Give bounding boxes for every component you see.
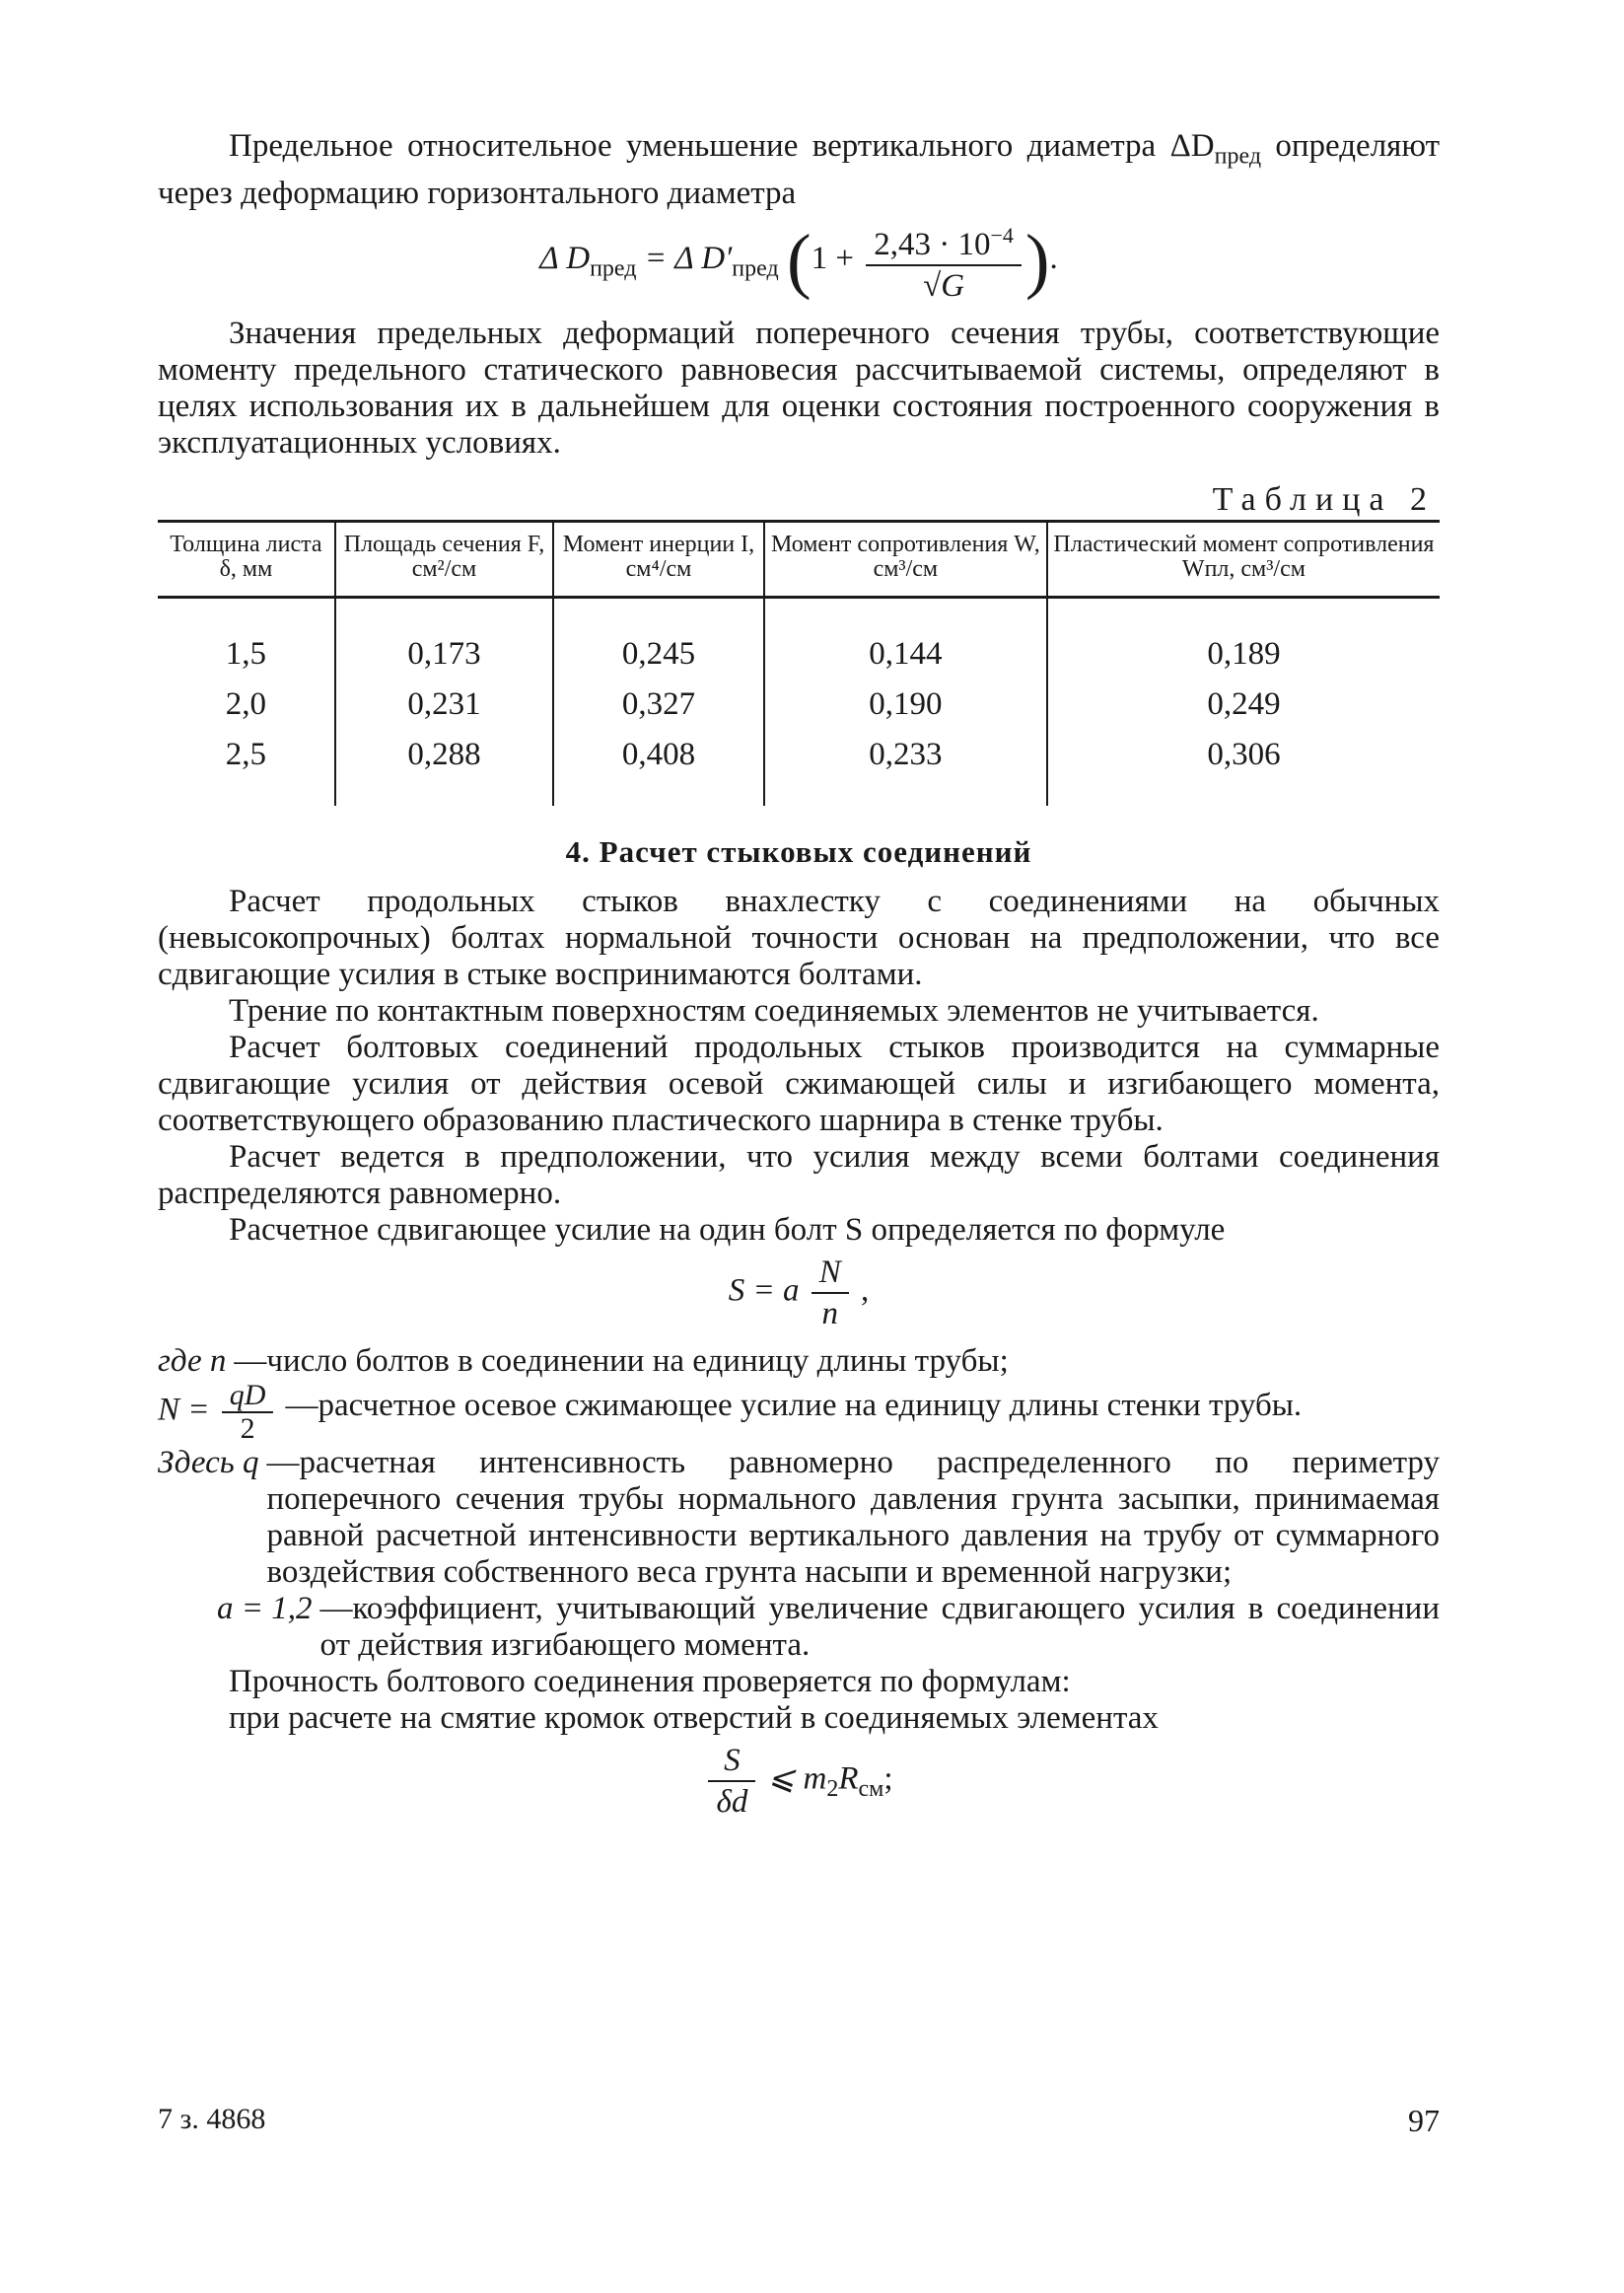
document-page	[158, 128, 1440, 1831]
page-number: 97	[1408, 2103, 1440, 2138]
table-header: Толщина листа δ, мм	[158, 521, 335, 597]
table-header: Площадь сечения F, см²/см	[335, 521, 553, 597]
fraction: $\frac{S}{\delta d}$	[708, 1741, 755, 1822]
paragraph-deformations: Значения предельных деформаций поперечного сечения трубы, соответствующие моменту предельного статического равновесия рассчитываемой системы, определяют в целях использования их в дальнейшем для оценки состояния построенного сооружения в эксплуатационных условиях.	[158, 315, 1440, 461]
table-header: Пластический момент сопротивления Wпл, см³/см	[1047, 521, 1440, 597]
formula-bearing: $\frac{S}{\delta d}$ ⩽ $m_2R_{см}$;	[158, 1741, 1440, 1822]
formula-shear: S = a $\frac{N}{n}$ ,	[728, 1254, 870, 1331]
paragraph-strength: Прочность болтового соединения проверяется по формулам:	[229, 1663, 1071, 1699]
paragraph-intro: Предельное относительное уменьшение вертикального диаметра $\Delta D_{пред}$ определяют через деформацию горизонтального диаметра	[158, 128, 1440, 211]
definition-N: N = $\frac{qD}{2}$ —расчетное осевое сжимающее усилие на единицу длины стенки трубы.	[158, 1378, 1303, 1445]
paragraph-friction: Трение по контактным поверхностям соединяемых элементов не учитывается.	[229, 992, 1319, 1029]
table-row: 1,5 0,173 0,245 0,144 0,189	[158, 597, 1440, 678]
paragraph-distribution: Расчет ведется в предположении, что усилия между всеми болтами соединения распределяются равномерно.	[158, 1138, 1440, 1211]
definition-a: a = 1,2 —коэффициент, учитывающий увеличение сдвигающего усилия в соединении от действия изгибающего момента.	[217, 1590, 1440, 1663]
table-header: Момент сопротивления W, см³/см	[764, 521, 1047, 597]
table-row: 2,5 0,288 0,408 0,233 0,306	[158, 728, 1440, 806]
definition-q: Здесь q —расчетная интенсивность равномерно распределенного по периметру поперечного сечения трубы нормального давления грунта засыпки, принимаемая равной расчетной интенсивности вертикального давления на трубу от суммарного воздействия собственного веса грунта насыпи и временной нагрузки;	[158, 1444, 1440, 1590]
paragraph-joints: Расчет продольных стыков внахлестку с соединениями на обычных (невысокопрочных) болтах нормальной точности основан на предположении, что все сдвигающие усилия в стыке воспринимаются болтами.	[158, 883, 1440, 992]
paragraph-bearing: при расчете на смятие кромок отверстий в соединяемых элементах	[229, 1699, 1159, 1736]
table-header: Момент инерции I, см⁴/см	[553, 521, 764, 597]
properties-table	[158, 520, 1440, 806]
footer-print-code: 7 з. 4868	[158, 2103, 266, 2135]
table-caption: Таблица 2	[1212, 480, 1436, 518]
paragraph-bolt-calc: Расчет болтовых соединений продольных стыков производится на суммарные сдвигающие усилия от действия осевой сжимающей силы и изгибающего момента, соответствующего образованию пластического шарнира в стенке трубы.	[158, 1029, 1440, 1138]
definition-n: где n —число болтов в соединении на единицу длины трубы;	[158, 1342, 1009, 1379]
table-row: 2,0 0,231 0,327 0,190 0,249	[158, 678, 1440, 728]
fraction: $\frac{N}{n}$	[812, 1253, 849, 1333]
fraction: $\frac{qD}{2}$	[222, 1380, 274, 1445]
fraction: $\frac{2,43 \cdot 10^{-4}}{√G}$	[866, 216, 1022, 306]
section-title: 4. Расчет стыковых соединений	[565, 833, 1032, 869]
paragraph-shear-force: Расчетное сдвигающее усилие на один болт S определяется по формуле	[229, 1211, 1226, 1248]
formula-delta-d: Δ $D_{пред} = \Delta$ $D'_{пред}$ (1 + $\frac{2,43 \cdot 10^{-4}}{√G}$ ).	[158, 216, 1440, 306]
